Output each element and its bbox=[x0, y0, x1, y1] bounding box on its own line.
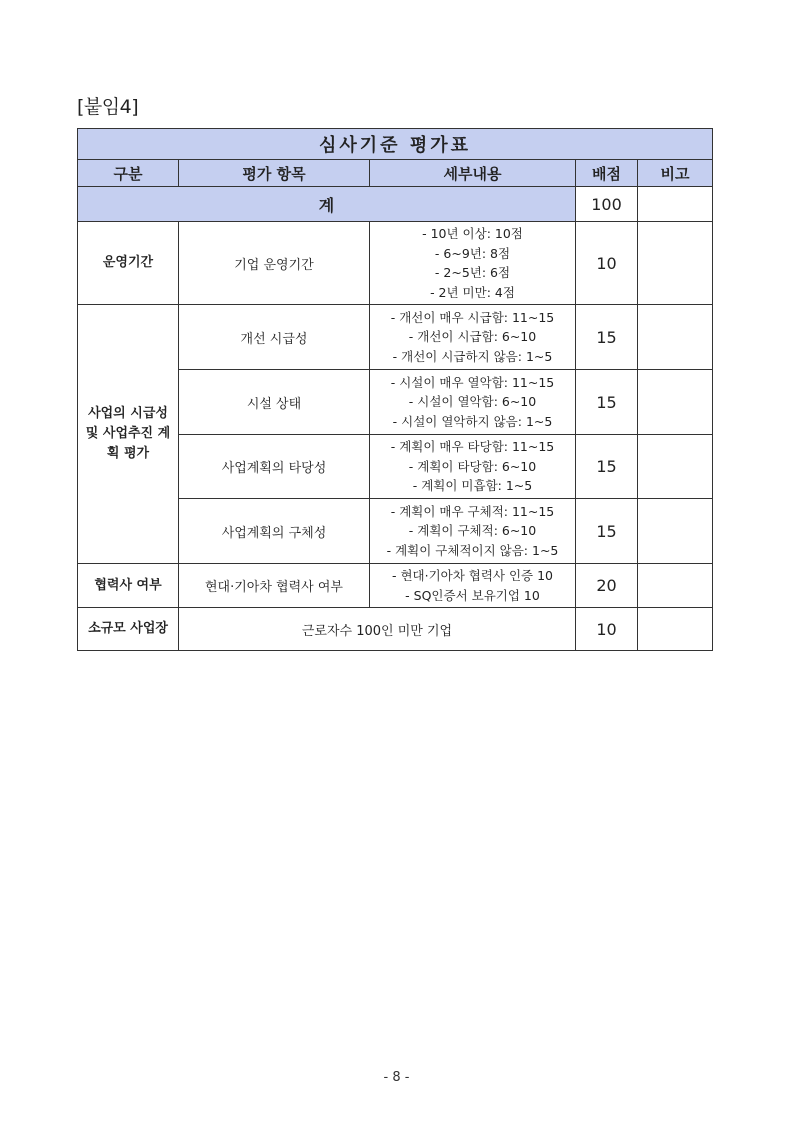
total-note bbox=[638, 187, 713, 222]
item-cell: 시설 상태 bbox=[179, 370, 370, 435]
score-cell: 15 bbox=[576, 499, 638, 564]
score-cell: 15 bbox=[576, 305, 638, 370]
detail-line: - 개선이 시급함: 6~10 bbox=[408, 329, 537, 345]
note-cell bbox=[638, 305, 713, 370]
detail-line: - 계획이 미흡함: 1~5 bbox=[412, 478, 533, 494]
item-cell: 기업 운영기간 bbox=[179, 222, 370, 305]
item-cell: 현대·기아차 협력사 여부 bbox=[179, 564, 370, 608]
table-header-row bbox=[78, 160, 713, 187]
table-title: 심사기준 평가표 bbox=[78, 129, 713, 160]
category-text: 사업의 시급성 및 사업추진 계획 평가 bbox=[85, 406, 171, 461]
header-category: 구분 bbox=[78, 160, 179, 187]
detail-cell bbox=[370, 305, 576, 370]
detail-line: - 시설이 매우 열악함: 11~15 bbox=[390, 374, 555, 390]
table-title-row bbox=[78, 129, 713, 160]
page-number: - 8 - bbox=[383, 1070, 410, 1085]
detail-line: - 현대·기아차 협력사 인증 10 bbox=[391, 568, 554, 583]
detail-line: - 개선이 매우 시급함: 11~15 bbox=[390, 309, 555, 325]
item-cell: 개선 시급성 bbox=[179, 305, 370, 370]
score-cell: 15 bbox=[576, 435, 638, 499]
detail-line: - 2~5년: 6점 bbox=[434, 265, 511, 280]
detail-line: - 시설이 열악함: 6~10 bbox=[408, 394, 537, 410]
total-row bbox=[78, 187, 713, 222]
detail-line: - 10년 이상: 10점 bbox=[422, 226, 523, 241]
detail-line: - SQ인증서 보유기업 10 bbox=[405, 587, 540, 603]
score-cell: 10 bbox=[576, 608, 638, 651]
table-row bbox=[78, 305, 713, 370]
note-cell bbox=[638, 608, 713, 651]
attachment-label: [붙임4] bbox=[77, 96, 139, 118]
note-cell bbox=[638, 222, 713, 305]
item-detail-cell: 근로자수 100인 미만 기업 bbox=[179, 608, 576, 651]
item-cell: 사업계획의 구체성 bbox=[179, 499, 370, 564]
detail-cell bbox=[370, 370, 576, 435]
category-cell bbox=[78, 305, 179, 564]
header-note: 비고 bbox=[638, 160, 713, 187]
detail-line: - 시설이 열악하지 않음: 1~5 bbox=[392, 413, 553, 429]
detail-line: - 개선이 시급하지 않음: 1~5 bbox=[392, 348, 553, 364]
note-cell bbox=[638, 435, 713, 499]
detail-cell bbox=[370, 222, 576, 305]
total-score: 100 bbox=[576, 187, 638, 222]
header-item: 평가 항목 bbox=[179, 160, 370, 187]
detail-cell bbox=[370, 564, 576, 608]
score-cell: 15 bbox=[576, 370, 638, 435]
total-label: 계 bbox=[78, 187, 576, 222]
category-cell: 운영기간 bbox=[78, 222, 179, 305]
note-cell bbox=[638, 370, 713, 435]
note-cell bbox=[638, 499, 713, 564]
detail-cell bbox=[370, 435, 576, 499]
header-detail: 세부내용 bbox=[370, 160, 576, 187]
detail-cell bbox=[370, 499, 576, 564]
table-row bbox=[78, 222, 713, 305]
item-cell: 사업계획의 타당성 bbox=[179, 435, 370, 499]
evaluation-table bbox=[77, 128, 713, 651]
category-cell: 소규모 사업장 bbox=[78, 608, 179, 651]
detail-line: - 계획이 매우 구체적: 11~15 bbox=[390, 503, 555, 519]
detail-line: - 6~9년: 8점 bbox=[434, 245, 511, 261]
detail-line: - 2년 미만: 4점 bbox=[430, 284, 515, 300]
detail-line: - 계획이 매우 타당함: 11~15 bbox=[390, 439, 555, 455]
score-cell: 10 bbox=[576, 222, 638, 305]
table-row bbox=[78, 608, 713, 651]
note-cell bbox=[638, 564, 713, 608]
detail-line: - 계획이 구체적이지 않음: 1~5 bbox=[386, 542, 559, 558]
detail-line: - 계획이 구체적: 6~10 bbox=[408, 523, 537, 539]
detail-line: - 계획이 타당함: 6~10 bbox=[408, 458, 537, 474]
header-score: 배점 bbox=[576, 160, 638, 187]
score-cell: 20 bbox=[576, 564, 638, 608]
category-cell: 협력사 여부 bbox=[78, 564, 179, 608]
table-row bbox=[78, 564, 713, 608]
